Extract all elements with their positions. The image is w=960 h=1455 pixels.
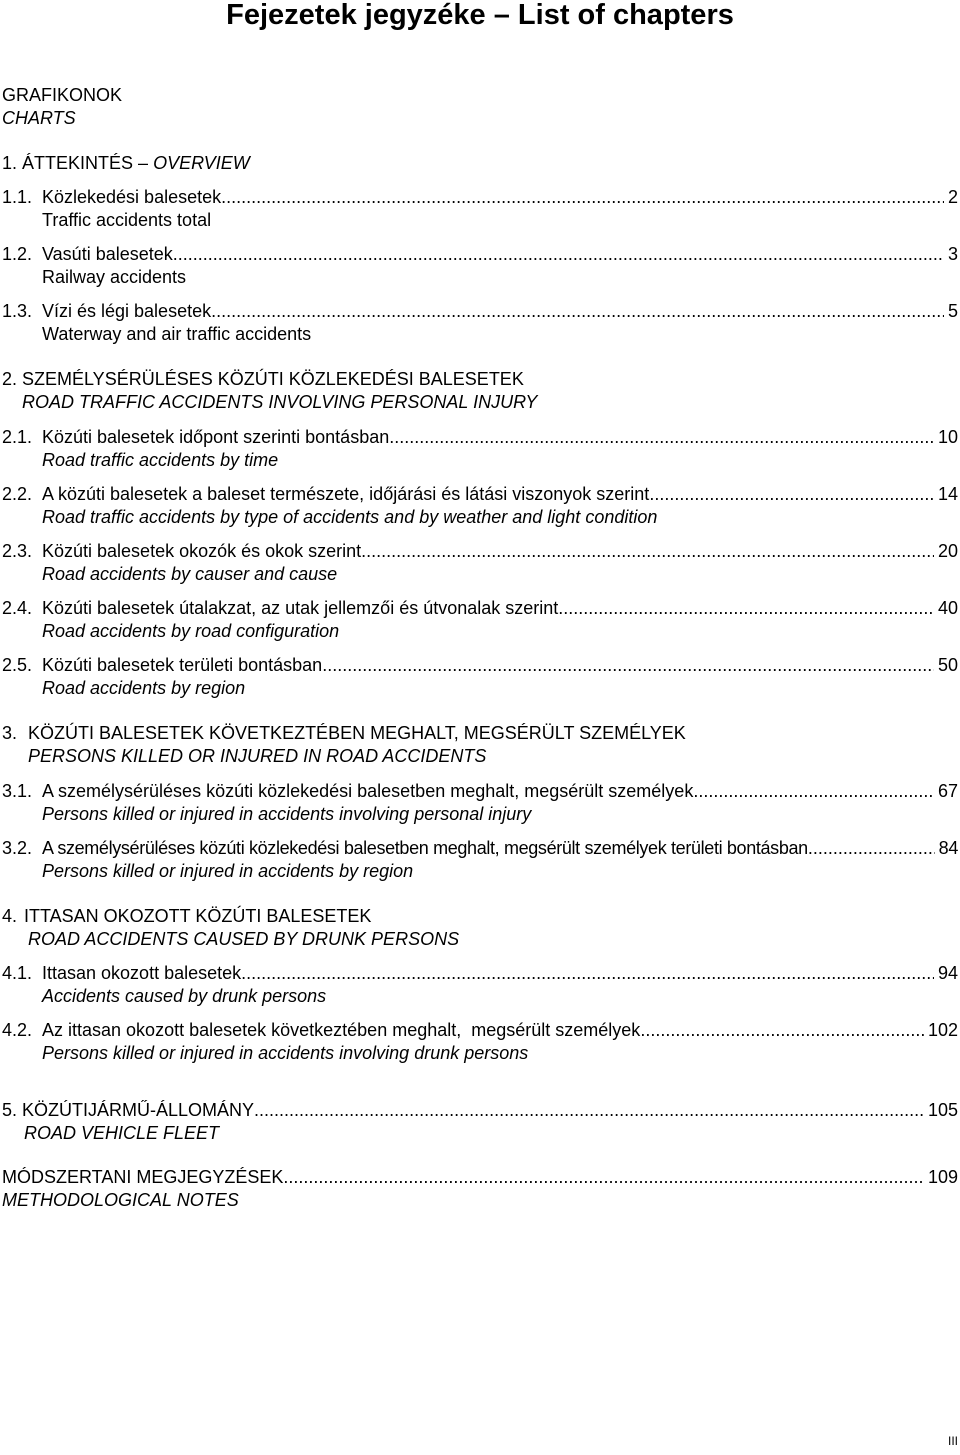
page-number: 40 (937, 598, 958, 618)
page-number: 105 (927, 1100, 958, 1120)
dot-leader (693, 781, 934, 802)
toc-entry-label: A személysérüléses közúti közlekedési balesetben meghalt, megsérült személyek (42, 781, 694, 801)
page-number: 50 (937, 655, 958, 675)
toc-entry-label: Közúti balesetek időpont szerinti bontásban (42, 427, 390, 447)
page-number: 2 (947, 187, 958, 207)
toc-entry-label: Közúti balesetek okozók és okok szerint (42, 541, 362, 561)
dot-leader (649, 484, 934, 505)
dot-leader (241, 963, 934, 984)
dot-leader (558, 598, 934, 619)
page-number: 94 (937, 963, 958, 983)
page-number: 5 (947, 301, 958, 321)
dot-leader (283, 1167, 924, 1188)
dot-leader (211, 301, 944, 322)
toc-entry-label: Közlekedési balesetek (42, 187, 222, 207)
page-number: 67 (937, 781, 958, 801)
toc-entry-label: Ittasan okozott balesetek (42, 963, 242, 983)
page-number: 20 (937, 541, 958, 561)
page-number: 84 (938, 838, 958, 858)
dot-leader (389, 427, 934, 448)
dot-leader (221, 187, 944, 208)
dot-leader (322, 655, 934, 676)
page-number: 3 (947, 244, 958, 264)
page-number: 14 (937, 484, 958, 504)
toc-entry-label: A személysérüléses közúti közlekedési balesetben meghalt, megsérült személyek területi bontásban (42, 838, 808, 858)
toc-entry-label: MÓDSZERTANI MEGJEGYZÉSEK (2, 1167, 284, 1187)
dot-leader (361, 541, 934, 562)
page-number: 102 (927, 1020, 958, 1040)
toc-entry-label: Az ittasan okozott balesetek következtében meghalt, megsérült személyek (42, 1020, 641, 1040)
toc-entry-label: Közúti balesetek területi bontásban (42, 655, 323, 675)
page-number: 10 (937, 427, 958, 447)
toc-entry-label: Közúti balesetek útalakzat, az utak jellemzői és útvonalak szerint (42, 598, 559, 618)
footer-page-number: III (947, 1434, 958, 1448)
toc-entry-label: Vízi és légi balesetek (42, 301, 212, 321)
page-title: Fejezetek jegyzéke – List of chapters (226, 0, 734, 31)
toc-entry-label: Vasúti balesetek (42, 244, 173, 264)
toc-entry-label: A közúti balesetek a baleset természete, időjárási és látási viszonyok szerint (42, 484, 650, 504)
dot-leader (254, 1100, 924, 1121)
dot-leader (808, 838, 935, 859)
page-number: 109 (927, 1167, 958, 1187)
dot-leader (173, 244, 944, 265)
toc-entry-label: 5. KÖZÚTIJÁRMŰ-ÁLLOMÁNY (2, 1100, 255, 1120)
dot-leader (640, 1020, 924, 1041)
